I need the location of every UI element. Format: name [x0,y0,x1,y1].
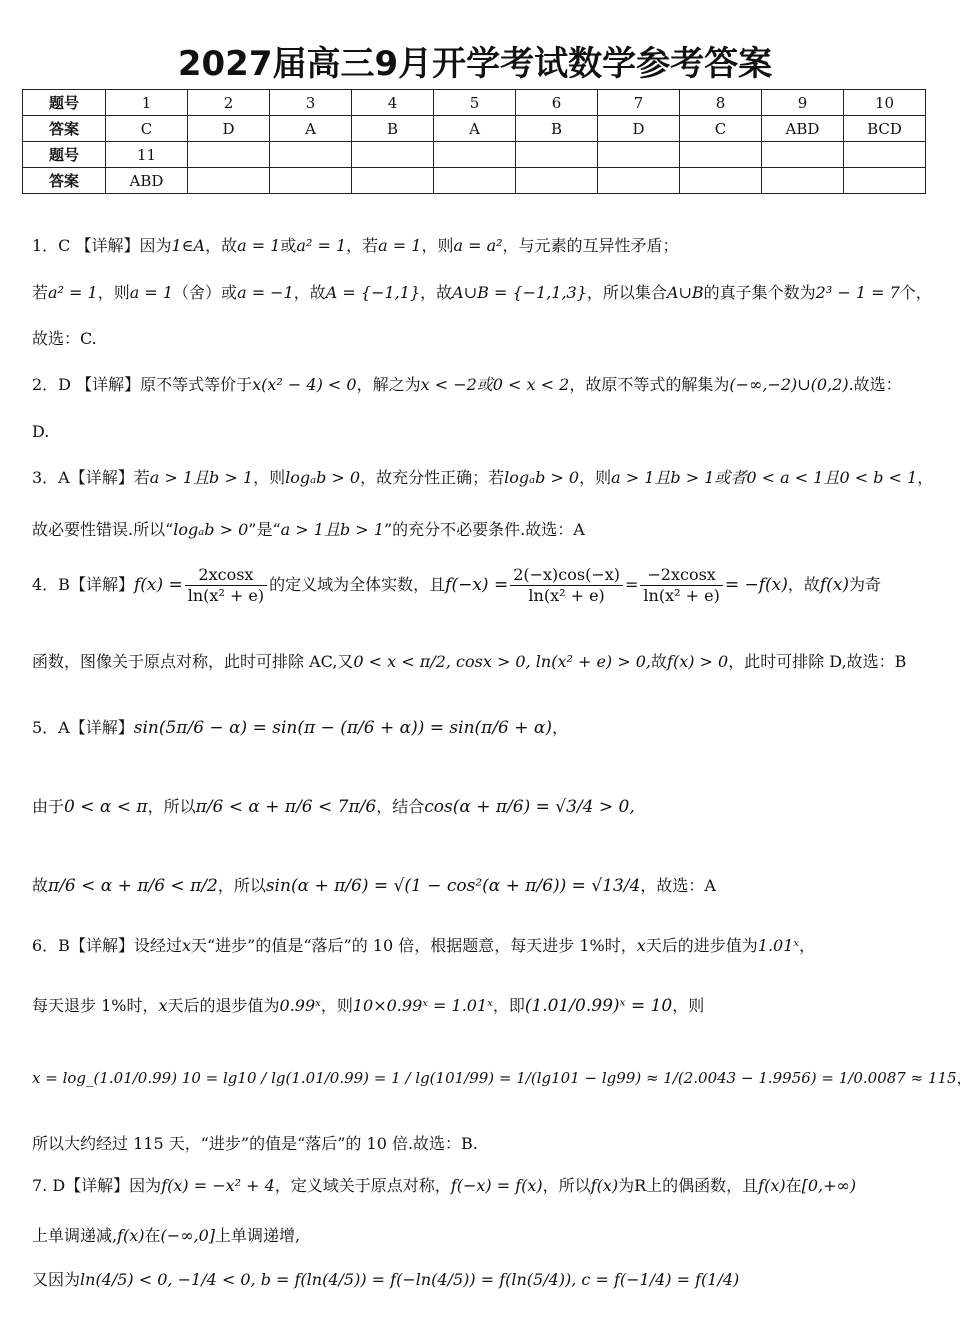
table-cell: C [680,116,762,142]
math-expr: (1.01/0.99)ˣ = 10 [524,996,673,1016]
math-expr: f(x) [117,1226,145,1245]
solution-6-line-2: 每天退步 1%时，x天后的退步值为0.99ˣ，则10×0.99ˣ = 1.01ˣ，即(1.01/0.99)ˣ = 10，则 [32,996,705,1016]
table-cell: 3 [270,90,352,116]
table-cell: B [352,116,434,142]
table-cell: 10 [844,90,926,116]
table-cell: 7 [598,90,680,116]
math-expr: a = 1 [378,236,422,255]
table-cell: D [598,116,680,142]
math-expr: x(x² − 4) < 0 [252,375,357,394]
solution-5-line-2: 由于0 < α < π，所以π/6 < α + π/6 < 7π/6，结合cos(α + π/6) = √3/4 > 0, [32,797,635,817]
table-cell: 5 [434,90,516,116]
math-expr: f(x) = [133,575,183,595]
math-expr: (−∞,−2)∪(0,2) [729,375,849,394]
table-cell [270,168,352,194]
fraction: $\frac{-2xcosx}{\text{ln(x² + e)}}$ [640,565,722,606]
table-cell [598,142,680,168]
table-cell [516,142,598,168]
math-expr: f(x) [590,1176,619,1195]
table-cell [188,142,270,168]
table-cell: BCD [844,116,926,142]
solution-6-line-1: 6．B【详解】设经过x天“进步”的值是“落后”的 10 倍，根据题意，每天进步 1%时，x天后的进步值为1.01ˣ， [32,936,816,955]
table-cell [680,142,762,168]
table-cell [188,168,270,194]
solution-7-line-3: 又因为ln(4/5) < 0, −1/4 < 0, b = f(ln(4/5)) = f(−ln(4/5)) = f(ln(5/4)), c = f(−1/4) = f(1/4) [32,1270,740,1289]
math-expr: f(−x) = f(x) [450,1176,543,1195]
solution-4-line-2: 函数，图像关于原点对称，此时可排除 AC,又0 < x < π/2, cosx > 0, ln(x² + e) > 0,故f(x) > 0，此时可排除 D,故选：B [32,652,907,671]
table-cell: 6 [516,90,598,116]
row-header-answer: 答案 [23,168,106,194]
row-header-answer: 答案 [23,116,106,142]
table-cell [598,168,680,194]
solution-4-line-1: 4．B【详解】f(x) = $\frac{2xcosx}{\text{ln(x² + e)}}$ 的定义域为全体实数，且f(−x) = $\frac{2(-x)\cos(-x)}{\text{ln(x² + e)}}$ = $\frac{-2xcosx}{\text{ln(x² + e)}}$ = −f(x)，故f(x)为奇 [32,565,882,605]
math-expr: A∪B = {−1,1,3} [452,283,587,302]
math-expr: x [158,996,168,1015]
math-expr: x < −2或0 < x < 2 [420,375,570,394]
math-expr: π/6 < α + π/6 < 7π/6 [195,797,377,817]
math-expr: ln(4/5) < 0, −1/4 < 0, b = f(ln(4/5)) = f(−ln(4/5)) = f(ln(5/4)), c = f(−1/4) = f(1/4) [80,1270,740,1289]
table-row [23,90,926,116]
math-expr: a = 1 [129,283,174,302]
solution-2-line-1: 2．D 【详解】原不等式等价于x(x² − 4) < 0，解之为x < −2或0 < x < 2，故原不等式的解集为(−∞,−2)∪(0,2).故选： [32,375,902,394]
fraction: $\frac{2xcosx}{\text{ln(x² + e)}}$ [185,565,267,606]
table-cell [762,168,844,194]
math-expr: A = {−1,1} [325,283,421,302]
math-expr: [0,+∞) [801,1176,857,1195]
math-expr: 0 < x < π/2, cosx > 0, ln(x² + e) > 0, [353,652,652,671]
table-cell [844,142,926,168]
table-cell: ABD [762,116,844,142]
math-expr: a = a² [453,236,503,255]
math-expr: logₐb > 0 [173,520,249,539]
solution-2-line-2: D. [32,422,50,441]
table-cell [680,168,762,194]
solution-7-line-1: 7. D【详解】因为f(x) = −x² + 4，定义域关于原点对称，f(−x) = f(x)，所以f(x)为R上的偶函数，且f(x)在[0,+∞) [32,1176,857,1195]
fraction: $\frac{2(-x)\cos(-x)}{\text{ln(x² + e)}}$ [510,565,623,606]
math-expr: f(x) [819,575,850,595]
table-cell [516,168,598,194]
math-expr: = −f(x) [724,575,788,595]
math-expr: f(−x) = [445,575,509,595]
math-expr: a² = 1 [48,283,98,302]
math-expr: 1.01ˣ [757,936,800,955]
math-expr: x = log_(1.01/0.99) 10 = lg10 / lg(1.01/0.99) = 1 / lg(101/99) = 1/(lg101 − lg99) ≈ 1/(2.0043 − 1.9956) = 1/0.0087 ≈ 115 [32,1069,957,1087]
math-expr: (−∞,0] [160,1226,216,1245]
table-cell [270,142,352,168]
math-expr: sin(α + π/6) = √(1 − cos²(α + π/6)) = √13/4 [265,876,641,896]
math-expr: π/6 < α + π/6 < π/2 [48,876,218,896]
math-expr: a² = 1 [296,236,347,255]
math-expr: 1∈A [171,236,206,255]
solution-6-line-3: x = log_(1.01/0.99) 10 = lg10 / lg(1.01/0.99) = 1 / lg(101/99) = 1/(lg101 − lg99) ≈ 1/(2.0043 − 1.9956) = 1/0.0087 ≈ 115， [32,1069,972,1087]
solution-3-line-2: 故必要性错误.所以“logₐb > 0”是“a > 1且b > 1”的充分不必要条件.故选：A [32,520,585,539]
table-cell: 9 [762,90,844,116]
table-cell [434,142,516,168]
solution-7-line-2: 上单调递减,f(x)在(−∞,0]上单调递增, [32,1226,301,1245]
math-expr: 0 < α < π [64,797,148,817]
solution-1-line-3: 故选：C. [32,329,97,348]
solution-1-line-1: 1．C 【详解】因为1∈A，故a = 1或a² = 1，若a = 1，则a = a²，与元素的互异性矛盾； [32,236,679,255]
table-row [23,116,926,142]
row-header-question: 题号 [23,142,106,168]
table-cell: C [106,116,188,142]
math-expr: logₐb > 0 [285,468,361,487]
table-cell: B [516,116,598,142]
table-cell: 11 [106,142,188,168]
math-expr: a = −1 [237,283,294,302]
math-expr: a > 1且b > 1 [280,520,384,539]
table-cell [844,168,926,194]
solution-6-line-4: 所以大约经过 115 天，“进步”的值是“落后”的 10 倍.故选：B. [32,1134,478,1153]
math-expr: cos(α + π/6) = √3/4 > 0, [424,797,635,817]
math-expr: x [181,936,191,955]
table-cell: A [270,116,352,142]
table-cell: 1 [106,90,188,116]
math-expr: logₐb > 0 [504,468,580,487]
math-expr: f(x) > 0 [667,652,729,671]
page-title: 2027届高三9月开学考试数学参考答案 [177,44,773,84]
math-expr: A∪B [666,283,704,302]
table-cell: 4 [352,90,434,116]
table-cell: 2 [188,90,270,116]
table-row [23,142,926,168]
row-header-question: 题号 [23,90,106,116]
table-row [23,168,926,194]
table-cell: ABD [106,168,188,194]
math-expr: f(x) = −x² + 4 [161,1176,275,1195]
math-expr: 2³ − 1 = 7 [815,283,900,302]
table-cell [434,168,516,194]
math-expr: a > 1且b > 1或者0 < a < 1且0 < b < 1 [611,468,918,487]
math-expr: a = 1 [237,236,281,255]
table-cell: D [188,116,270,142]
table-cell: A [434,116,516,142]
math-expr: a > 1且b > 1 [149,468,254,487]
math-expr: 10×0.99ˣ = 1.01ˣ [352,996,493,1015]
table-cell [762,142,844,168]
solution-5-line-3: 故π/6 < α + π/6 < π/2，所以sin(α + π/6) = √(1 − cos²(α + π/6)) = √13/4，故选：A [32,876,716,896]
table-cell: 8 [680,90,762,116]
math-expr: sin(5π/6 − α) = sin(π − (π/6 + α)) = sin(π/6 + α) [133,718,553,738]
answer-table [22,89,926,194]
table-cell [352,168,434,194]
math-expr: f(x) [758,1176,786,1195]
math-expr: 0.99ˣ [279,996,321,1015]
table-cell [352,142,434,168]
solution-3-line-1: 3．A【详解】若a > 1且b > 1，则logₐb > 0，故充分性正确；若logₐb > 0，则a > 1且b > 1或者0 < a < 1且0 < b < 1， [32,468,934,487]
solution-1-line-2: 若a² = 1，则a = 1（舍）或a = −1，故A = {−1,1}，故A∪B = {−1,1,3}，所以集合A∪B的真子集个数为2³ − 1 = 7个， [32,283,932,302]
math-expr: x [636,936,646,955]
solution-5-line-1: 5．A【详解】sin(5π/6 − α) = sin(π − (π/6 + α)) = sin(π/6 + α)， [32,718,569,738]
